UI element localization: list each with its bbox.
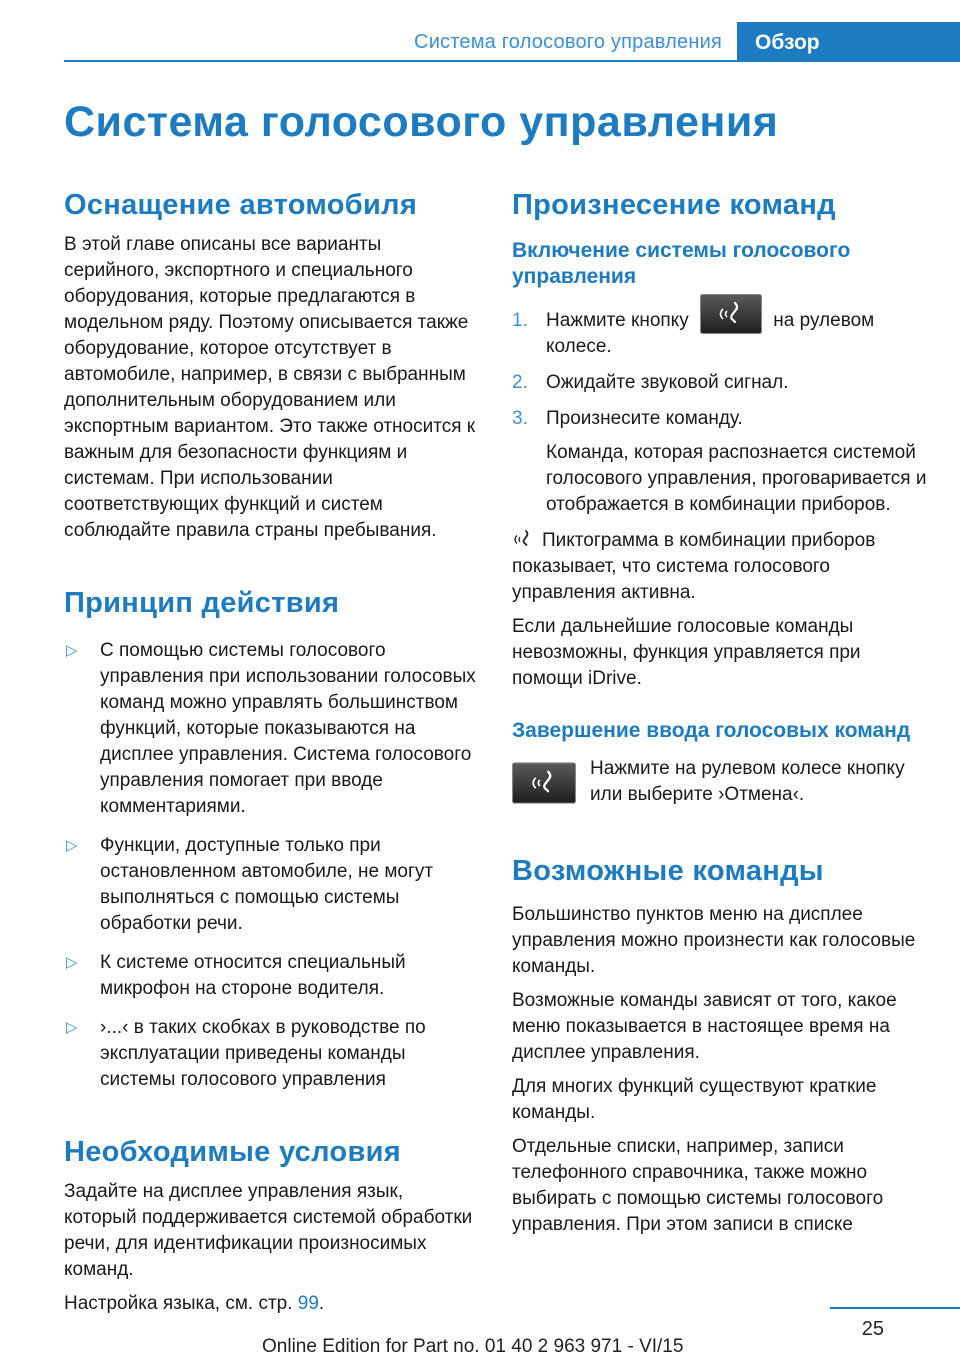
list-item-text: Функции, доступные только при остановленном автомобиле, не могут выполняться с помощью системы обработки речи. [100,835,434,934]
step-number: 3. [512,408,528,430]
right-column [512,188,932,1238]
step-text: Произнесите команду. [546,408,743,430]
step-number: 1. [512,310,528,331]
pictogram-note [512,528,932,606]
language-reference [64,1291,478,1317]
activate-heading: Включение системы голосового управления [512,239,851,288]
principle-list [64,638,478,1093]
voice-button-icon [512,762,576,804]
step-note: Команда, которая распознается системой голосового управления, проговаривается и отображается в комбинации приборов. [546,442,927,516]
equipment-text: В этой главе описаны все варианты серийного, экспортного и специального оборудования, которые предлагаются в модельном ряду. Поэтому описывается также оборудование, которое отсутствует в автомобиле, например, в связи с выбранным дополнительным оборудованием или экспортным вариантом. Это также относится к важным для безопасности функциям и системам. При использовании соответствующих функций и систем соблюдайте правила страны пребывания. [64,234,476,541]
list-item [512,370,932,396]
triangle-bullet-icon: ▷ [66,1019,78,1036]
reference-end: . [318,1293,325,1314]
page-link[interactable]: 99 [297,1293,319,1314]
end-text: Нажмите на рулевом колесе кнопку или выберите ›Отмена‹. [590,758,905,806]
edition-line: Online Edition for Part no. 01 40 2 963 971 - VI/15 [262,1336,684,1357]
header-rule [64,60,960,62]
step-text: на рулевом колесе. [546,310,875,358]
voice-pictogram-icon [512,529,534,549]
list-item [64,833,478,937]
voice-button-icon [700,294,762,334]
end-instruction [512,758,932,808]
commands-heading: Произнесение команд [512,189,836,221]
header-section-title: Система голосового управления [414,31,722,53]
list-item [512,406,932,518]
list-item [512,308,932,360]
header-tab: Обзор [737,22,960,62]
left-column [64,188,478,1317]
principle-heading: Принцип действия [64,587,340,619]
list-item-text: К системе относится специальный микрофон на стороне водителя. [100,952,406,999]
pictogram-note-text: Пиктограмма в комбинации приборов показывает, что система голосового управления активна. [512,530,876,604]
further-note: Если дальнейшие голосовые команды невозможны, функция управляется при помощи iDrive. [512,616,861,690]
triangle-bullet-icon: ▷ [66,642,78,659]
requirements-heading: Необходимые условия [64,1136,401,1168]
list-item [64,1015,478,1093]
possible-heading: Возможные команды [512,855,824,888]
page-title: Система голосового управления [64,98,779,146]
footer-rule [830,1307,960,1309]
requirements-text: Задайте на дисплее управления язык, который поддерживается системой обработки речи, для идентификации произносимых команд. [64,1181,473,1280]
step-number: 2. [512,372,528,394]
possible-text: Возможные команды зависят от того, какое меню показывается в настоящее время на дисплее управления. [512,990,897,1064]
list-item [64,638,478,820]
possible-text: Для многих функций существуют краткие команды. [512,1076,877,1124]
list-item-text: С помощью системы голосового управления при использовании голосовых команд можно управлять большинством функций, которые показываются на дисплее управления. Система голосового управления помогает при вводе комментариями. [100,640,476,817]
possible-text: Большинство пунктов меню на дисплее управления можно произнести как голосовые команды. [512,904,916,978]
equipment-heading: Оснащение автомобиля [64,189,418,221]
list-item-text: ›...‹ в таких скобках в руководстве по эксплуатации приведены команды системы голосового управления [100,1017,426,1090]
page-number: 25 [861,1318,884,1340]
possible-text: Отдельные списки, например, записи телефонного справочника, также можно выбирать с помощью системы голосового управления. При этом записи в списке [512,1136,884,1236]
steps-list [512,308,932,518]
reference-text: Настройка языка, см. стр. [64,1293,298,1314]
step-text: Нажмите кнопку [546,310,689,332]
end-heading: Завершение ввода голосовых команд [512,719,911,743]
step-text: Ожидайте звуковой сигнал. [546,372,789,394]
triangle-bullet-icon: ▷ [66,954,78,971]
triangle-bullet-icon: ▷ [66,837,78,854]
list-item [64,950,478,1002]
